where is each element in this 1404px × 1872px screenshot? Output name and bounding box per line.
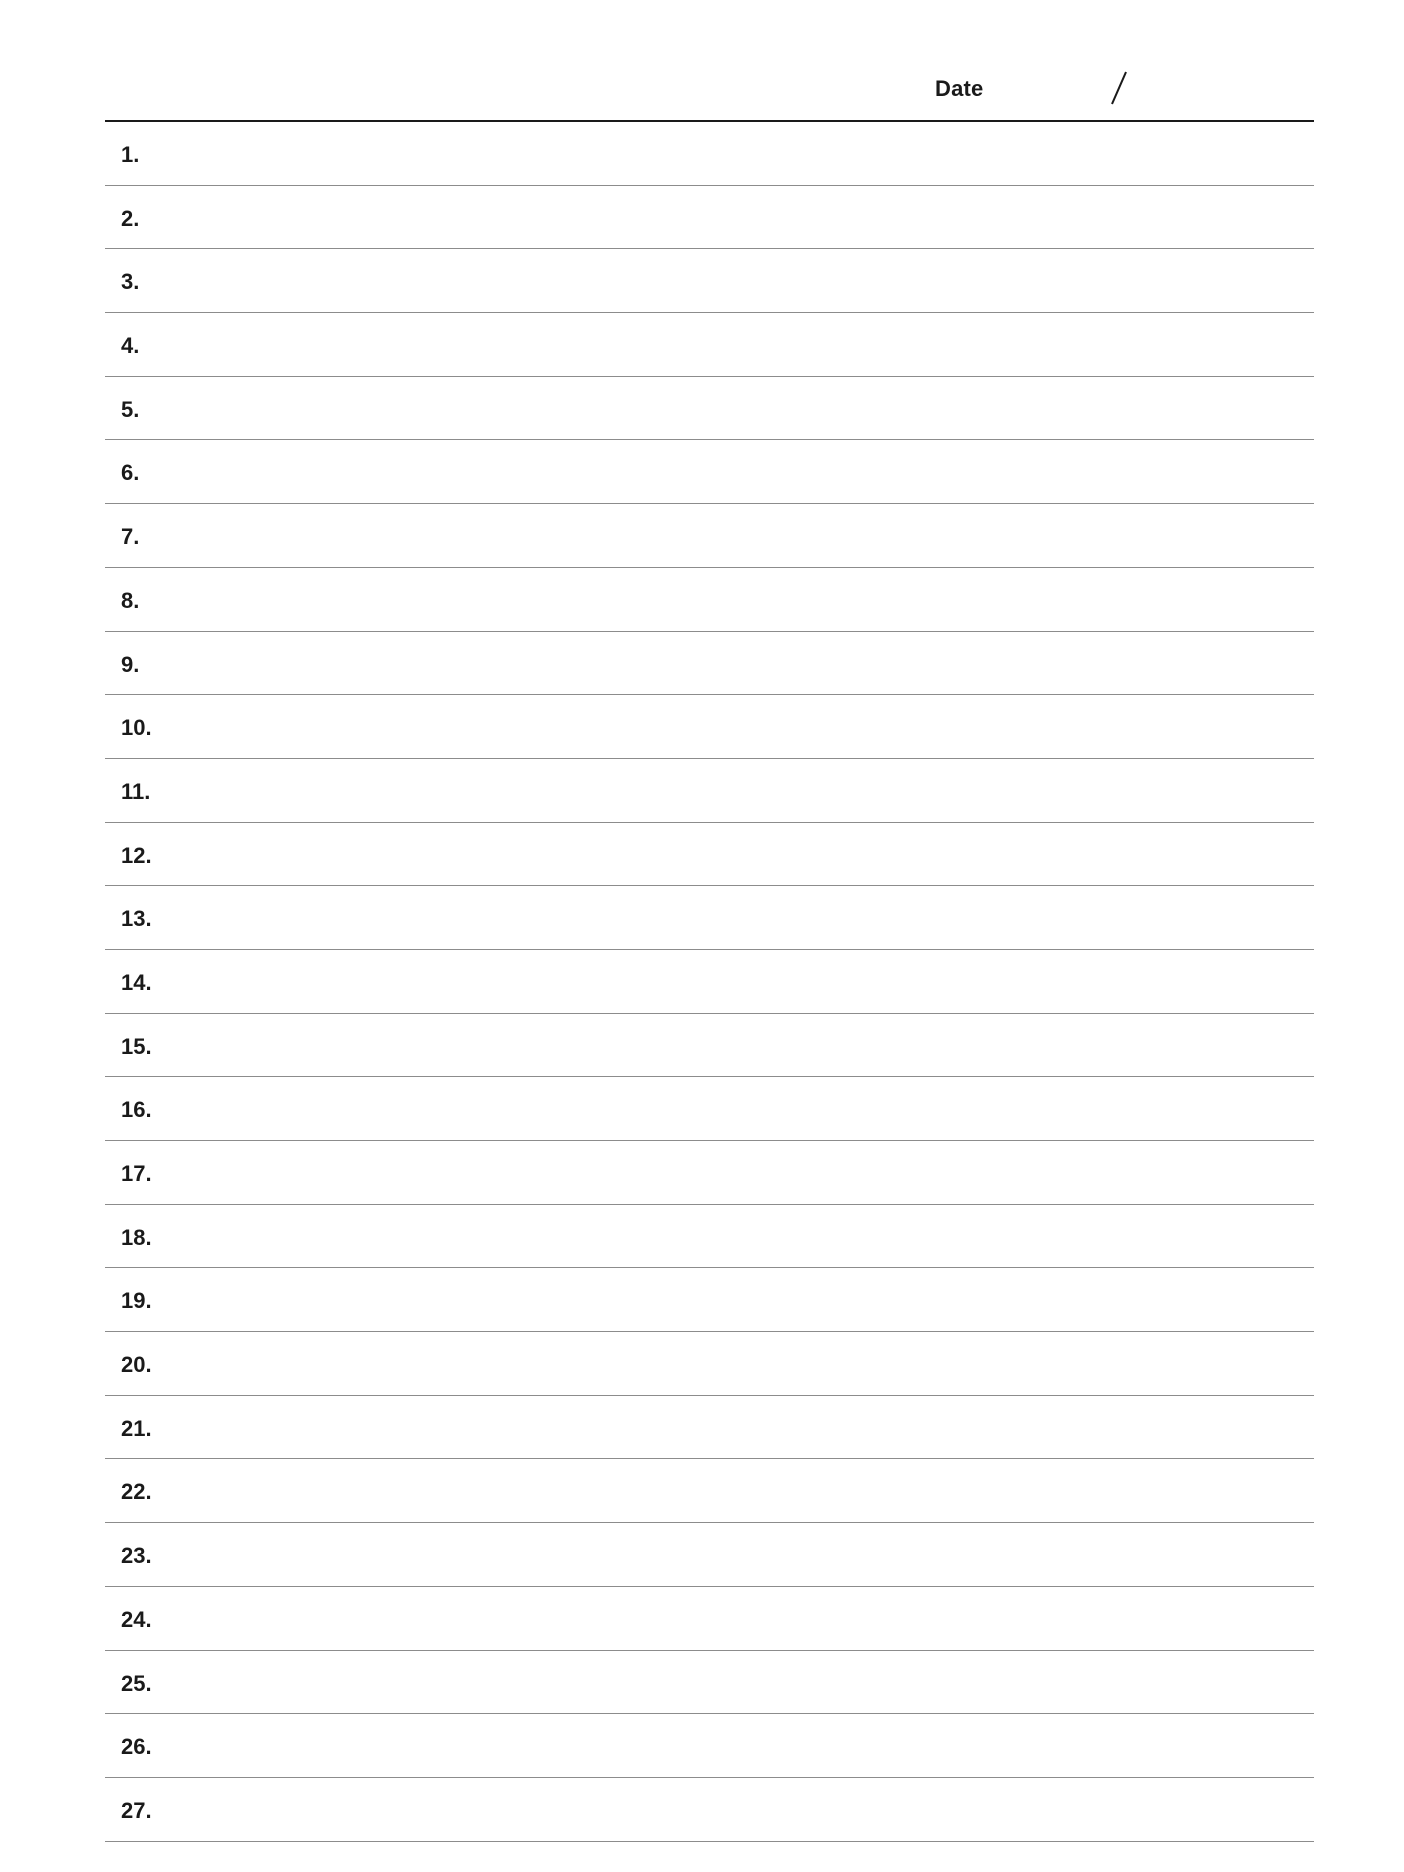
- date-separator: [1106, 70, 1132, 106]
- line-number: 17.: [121, 1161, 152, 1186]
- writing-line[interactable]: [105, 1396, 1314, 1460]
- line-number: 7.: [121, 524, 140, 550]
- writing-line[interactable]: [105, 1268, 1314, 1332]
- date-label: Date: [935, 76, 984, 101]
- writing-line[interactable]: [105, 759, 1314, 823]
- line-number: 24.: [121, 1606, 152, 1632]
- writing-line[interactable]: [105, 440, 1314, 504]
- line-number: 23.: [121, 1543, 152, 1569]
- writing-line[interactable]: [105, 886, 1314, 950]
- writing-line[interactable]: [105, 1332, 1314, 1396]
- line-number: 8.: [121, 587, 140, 613]
- writing-line[interactable]: [105, 632, 1314, 696]
- line-number: 27.: [121, 1797, 152, 1823]
- line-number: 11.: [121, 778, 151, 804]
- line-number: 3.: [121, 269, 140, 295]
- line-number: 19.: [121, 1288, 152, 1314]
- writing-line[interactable]: [105, 1459, 1314, 1523]
- line-number: 12.: [121, 842, 152, 868]
- writing-line[interactable]: [105, 1077, 1314, 1141]
- line-number: 14.: [121, 969, 152, 995]
- line-number: 4.: [121, 333, 140, 359]
- line-number: 20.: [121, 1352, 152, 1378]
- line-number: 18.: [121, 1224, 152, 1250]
- line-number: 15.: [121, 1033, 152, 1059]
- numbered-line-list: [105, 122, 1314, 1842]
- writing-line[interactable]: [105, 504, 1314, 568]
- line-number: 22.: [121, 1479, 152, 1505]
- writing-line[interactable]: [105, 568, 1314, 632]
- writing-line[interactable]: [105, 1651, 1314, 1715]
- writing-line[interactable]: [105, 1141, 1314, 1205]
- writing-line[interactable]: [105, 695, 1314, 759]
- writing-line[interactable]: [105, 249, 1314, 313]
- line-number: 21.: [121, 1415, 152, 1441]
- line-number: 9.: [121, 651, 140, 677]
- writing-line[interactable]: [105, 122, 1314, 186]
- writing-line[interactable]: [105, 1778, 1314, 1842]
- page-header: [105, 0, 1314, 122]
- writing-line[interactable]: [105, 1523, 1314, 1587]
- writing-line[interactable]: [105, 377, 1314, 441]
- writing-line[interactable]: [105, 1587, 1314, 1651]
- line-number: 26.: [121, 1734, 152, 1760]
- line-number: 2.: [121, 205, 140, 231]
- line-number: 6.: [121, 460, 140, 486]
- writing-line[interactable]: [105, 823, 1314, 887]
- line-number: 13.: [121, 906, 152, 932]
- line-number: 5.: [121, 396, 140, 422]
- writing-line[interactable]: [105, 186, 1314, 250]
- line-number: 10.: [121, 715, 152, 741]
- line-number: 16.: [121, 1097, 152, 1123]
- writing-line[interactable]: [105, 1205, 1314, 1269]
- writing-line[interactable]: [105, 1014, 1314, 1078]
- writing-line[interactable]: [105, 1714, 1314, 1778]
- line-number: 1.: [121, 142, 140, 167]
- writing-line[interactable]: [105, 950, 1314, 1014]
- line-number: 25.: [121, 1670, 152, 1696]
- writing-line[interactable]: [105, 313, 1314, 377]
